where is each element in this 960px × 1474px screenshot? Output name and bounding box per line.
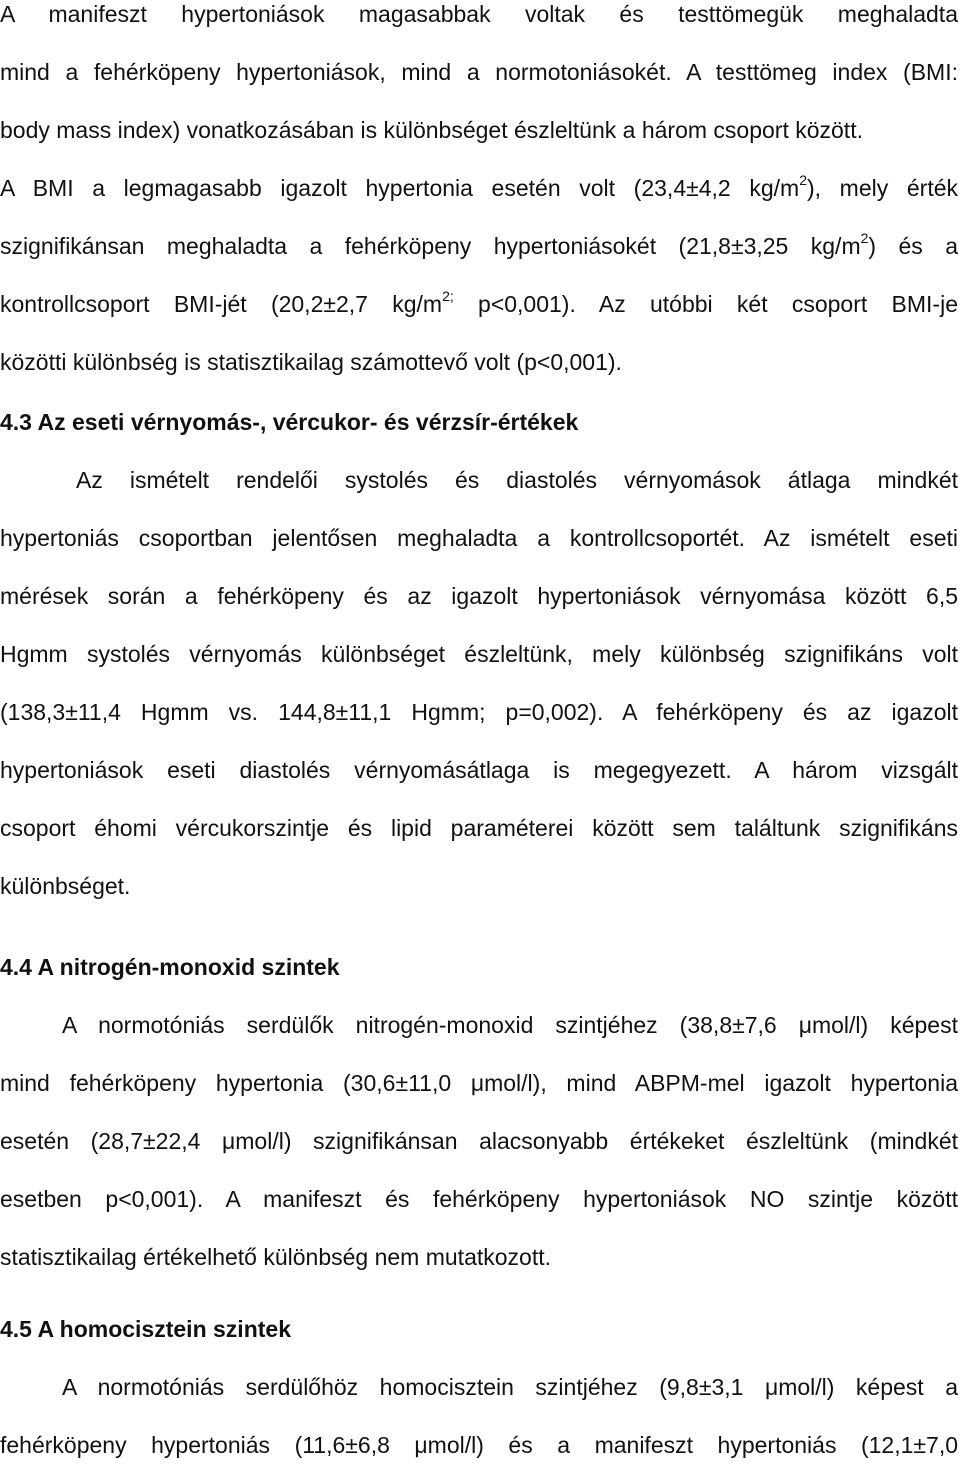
text-fragment: A BMI a legmagasabb igazolt hypertonia esetén volt (23,4±4,2 kg/m [0,175,800,201]
section-4-3 [0,393,958,915]
text-line: mérések során a fehérköpeny és az igazolt hypertoniások vérnyomása között 6,5 [0,583,958,609]
text-line: Az ismételt rendelői systolés és diastolés vérnyomások átlaga mindkét [76,467,958,493]
text-line: mind fehérköpeny hypertonia (30,6±11,0 μmol/l), mind ABPM-mel igazolt hypertonia [0,1070,958,1096]
text-line [0,159,958,217]
text-line: body mass index) vonatkozásában is különbséget észleltünk a három csoport között. [0,117,863,143]
section-heading: 4.4 A nitrogén-monoxid szintek [0,954,340,980]
text-fragment: kontrollcsoport BMI-jét (20,2±2,7 kg/m [0,291,443,317]
text-line: A normotóniás serdülőhöz homocisztein szintjéhez (9,8±3,1 μmol/l) képest a [62,1374,958,1400]
text-fragment: p<0,001). Az utóbbi két csoport BMI-je [453,291,958,317]
superscript: 2 [799,172,807,189]
text-line: (138,3±11,4 Hgmm vs. 144,8±11,1 Hgmm; p=0,002). A fehérköpeny és az igazolt [0,699,958,725]
text-line: fehérköpeny hypertoniás (11,6±6,8 μmol/l) és a manifeszt hypertoniás (12,1±7,0 [0,1432,958,1458]
text-line: különbséget. [0,873,131,899]
text-line: hypertoniás csoportban jelentősen meghaladta a kontrollcsoportét. Az ismételt eseti [0,525,958,551]
text-line [0,217,958,275]
text-line: mind a fehérköpeny hypertoniások, mind a normotoniásokét. A testtömeg index (BMI: [0,59,958,85]
text-line: esetben p<0,001). A manifeszt és fehérköpeny hypertoniások NO szintje között [0,1186,958,1212]
paragraph-bmi [0,0,958,391]
superscript: 2; [442,288,454,305]
section-heading: 4.3 Az eseti vérnyomás-, vércukor- és vérzsír-értékek [0,409,579,435]
text-line: csoport éhomi vércukorszintje és lipid paraméterei között sem találtunk szignifikáns [0,815,958,841]
text-line [0,275,958,333]
text-fragment: szignifikánsan meghaladta a fehérköpeny hypertoniásokét (21,8±3,25 kg/m [0,233,861,259]
text-line: A normotóniás serdülők nitrogén-monoxid szintjéhez (38,8±7,6 μmol/l) képest [62,1012,958,1038]
superscript: 2 [860,230,869,247]
text-line: A manifeszt hypertoniások magasabbak voltak és testtömegük meghaladta [0,1,958,27]
section-heading: 4.5 A homocisztein szintek [0,1316,291,1342]
section-4-5 [0,1300,958,1474]
text-line: közötti különbség is statisztikailag számottevő volt (p<0,001). [0,349,622,375]
text-line: statisztikailag értékelhető különbség nem mutatkozott. [0,1244,552,1270]
text-fragment: ), mely érték [806,175,958,201]
text-line: Hgmm systolés vérnyomás különbséget észleltünk, mely különbség szignifikáns volt [0,641,958,667]
section-4-4 [0,938,958,1286]
text-fragment: ) és a [868,233,958,259]
text-line: hypertoniások eseti diastolés vérnyomásátlaga is megegyezett. A három vizsgált [0,757,958,783]
text-line: esetén (28,7±22,4 μmol/l) szignifikánsan alacsonyabb értékeket észleltünk (mindkét [0,1128,958,1154]
